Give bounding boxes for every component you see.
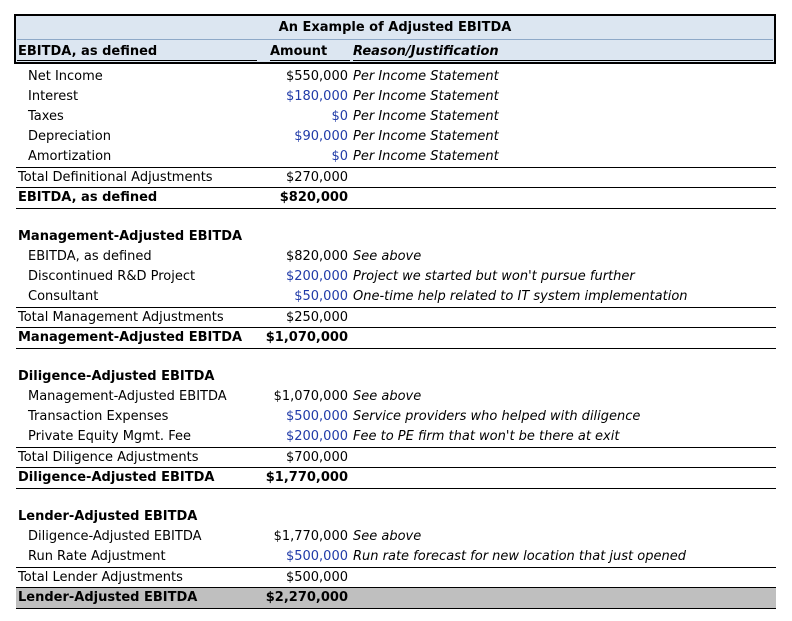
table-row	[16, 387, 776, 407]
row-amount: $1,070,000	[265, 330, 348, 345]
section-title: Diligence-Adjusted EBITDA	[18, 369, 215, 384]
row-reason: Project we started but won't pursue further	[353, 269, 635, 284]
row-amount: $2,270,000	[265, 590, 348, 605]
total-row	[16, 167, 776, 188]
row-label: Run Rate Adjustment	[28, 549, 166, 564]
table-row	[16, 527, 776, 547]
row-amount: $90,000	[294, 129, 348, 144]
row-amount: $1,770,000	[273, 529, 348, 544]
table-title: An Example of Adjusted EBITDA	[278, 20, 512, 35]
row-label: EBITDA, as defined	[18, 190, 158, 205]
table-row	[16, 267, 776, 287]
row-amount: $820,000	[279, 190, 348, 205]
header-divider	[17, 39, 773, 40]
row-label: Management-Adjusted EBITDA	[18, 330, 243, 345]
row-label: Diligence-Adjusted EBITDA	[28, 529, 202, 544]
row-amount: $200,000	[285, 269, 348, 284]
subtotal-row	[16, 187, 776, 209]
row-amount: $700,000	[285, 450, 348, 465]
row-label: Total Lender Adjustments	[18, 570, 183, 585]
row-label: Depreciation	[28, 129, 111, 144]
row-amount: $500,000	[285, 409, 348, 424]
row-label: Private Equity Mgmt. Fee	[28, 429, 191, 444]
row-reason: Service providers who helped with diligence	[353, 409, 641, 424]
table-row	[16, 547, 776, 567]
row-reason: See above	[353, 529, 422, 544]
table-row	[16, 147, 776, 167]
subtotal-row	[16, 327, 776, 349]
column-header-amount: Amount	[270, 44, 328, 59]
row-amount: $820,000	[285, 249, 348, 264]
row-label: EBITDA, as defined	[28, 249, 152, 264]
total-row	[16, 567, 776, 588]
table-row	[16, 247, 776, 267]
row-label: Consultant	[28, 289, 99, 304]
row-label: Management-Adjusted EBITDA	[28, 389, 227, 404]
table-row	[16, 427, 776, 447]
table-row	[16, 407, 776, 427]
row-reason: See above	[353, 389, 422, 404]
table-row	[16, 287, 776, 307]
row-reason: Per Income Statement	[353, 89, 499, 104]
table-row	[16, 107, 776, 127]
row-amount: $500,000	[285, 570, 348, 585]
table-row	[16, 127, 776, 147]
column-header-label: EBITDA, as defined	[18, 44, 158, 59]
table-row	[16, 87, 776, 107]
final-total-row	[16, 587, 776, 609]
row-amount: $1,770,000	[265, 470, 348, 485]
row-amount: $550,000	[285, 69, 348, 84]
row-label: Amortization	[28, 149, 112, 164]
row-amount: $0	[331, 149, 348, 164]
section-heading	[16, 507, 776, 527]
total-row	[16, 307, 776, 328]
row-amount: $500,000	[285, 549, 348, 564]
row-label: Total Definitional Adjustments	[18, 170, 213, 185]
row-reason: See above	[353, 249, 422, 264]
row-label: Total Management Adjustments	[18, 310, 224, 325]
row-reason: Run rate forecast for new location that just opened	[353, 549, 686, 564]
row-reason: Per Income Statement	[353, 129, 499, 144]
section-title: Management-Adjusted EBITDA	[18, 229, 243, 244]
total-row	[16, 447, 776, 468]
row-amount: $270,000	[285, 170, 348, 185]
row-amount: $250,000	[285, 310, 348, 325]
row-amount: $180,000	[285, 89, 348, 104]
row-reason: One-time help related to IT system implementation	[353, 289, 688, 304]
row-label: Interest	[28, 89, 79, 104]
amount-underline	[270, 60, 350, 61]
section-title: Lender-Adjusted EBITDA	[18, 509, 198, 524]
row-reason: Fee to PE firm that won't be there at exit	[353, 429, 620, 444]
row-reason: Per Income Statement	[353, 69, 499, 84]
row-label: Net Income	[28, 69, 103, 84]
section-heading	[16, 227, 776, 247]
row-amount: $200,000	[285, 429, 348, 444]
row-amount: $0	[331, 109, 348, 124]
label-underline	[17, 60, 257, 61]
row-label: Total Diligence Adjustments	[18, 450, 199, 465]
row-label: Diligence-Adjusted EBITDA	[18, 470, 215, 485]
row-amount: $50,000	[294, 289, 348, 304]
table-row	[16, 67, 776, 87]
subtotal-row	[16, 467, 776, 489]
row-reason: Per Income Statement	[353, 109, 499, 124]
reason-underline	[353, 60, 773, 61]
column-header-reason: Reason/Justification	[353, 44, 499, 59]
row-label: Lender-Adjusted EBITDA	[18, 590, 198, 605]
section-heading	[16, 367, 776, 387]
row-label: Taxes	[28, 109, 64, 124]
row-label: Discontinued R&D Project	[28, 269, 196, 284]
row-reason: Per Income Statement	[353, 149, 499, 164]
table-header	[14, 14, 776, 64]
row-label: Transaction Expenses	[28, 409, 169, 424]
row-amount: $1,070,000	[273, 389, 348, 404]
